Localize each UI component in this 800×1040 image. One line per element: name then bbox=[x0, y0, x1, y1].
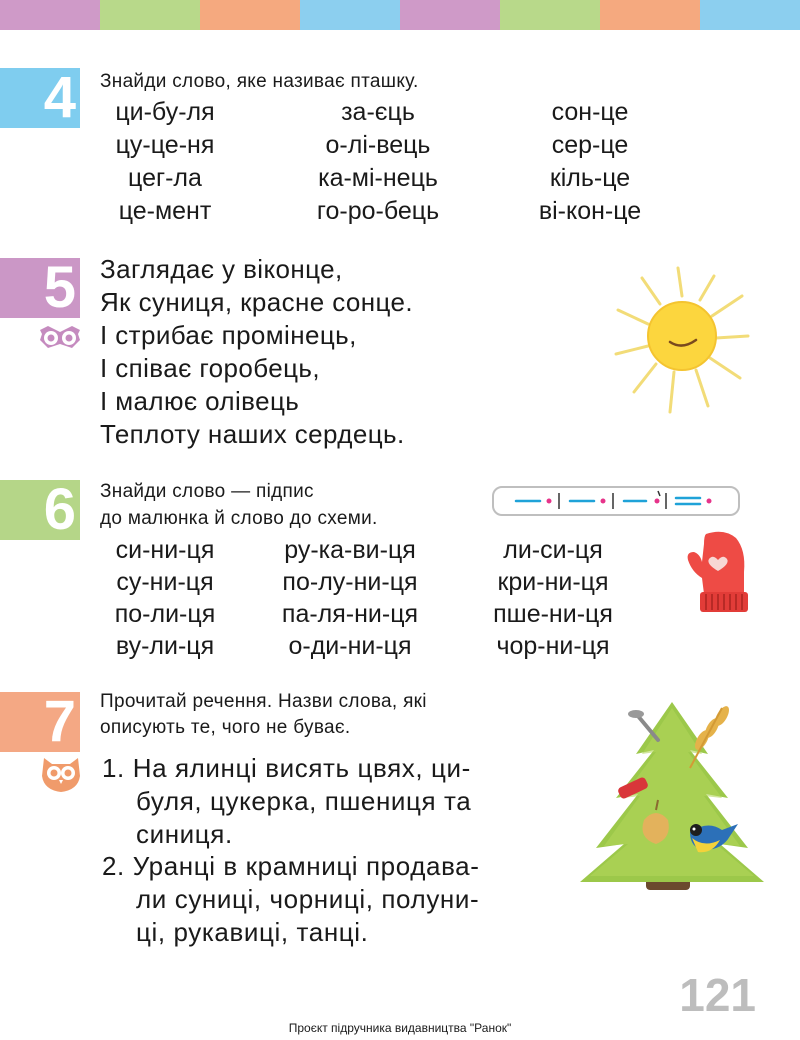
poem-line: І малює олівець bbox=[100, 386, 300, 416]
color-segment bbox=[300, 0, 400, 30]
sentence-2-line: ли суниці, чорниці, полуни- bbox=[136, 884, 480, 914]
word-cell: ві-кон-це bbox=[538, 197, 642, 225]
word-cell: о-лі-вець bbox=[325, 131, 431, 159]
word-cell: ка-мі-нець bbox=[318, 164, 438, 192]
word-cell: за-єць bbox=[341, 98, 415, 126]
word-cell: по-ли-ця bbox=[114, 600, 216, 628]
task-number-7: 7 bbox=[0, 692, 80, 752]
task4-instruction: Знайди слово, яке називає пташку. bbox=[100, 71, 419, 92]
word-cell: кіль-це bbox=[549, 164, 631, 192]
sentence-1-line: буля, цукерка, пшениця та bbox=[136, 786, 472, 816]
task7-instruction-line2: описують те, чого не буває. bbox=[100, 717, 351, 738]
color-segment bbox=[500, 0, 600, 30]
color-segment bbox=[200, 0, 300, 30]
task7-instruction-line1: Прочитай речення. Назви слова, які bbox=[100, 691, 427, 712]
word-cell: чор-ни-ця bbox=[496, 632, 610, 660]
sentence-2-line: 2. Уранці в крамниці продава- bbox=[102, 851, 480, 881]
word-cell: ву-ли-ця bbox=[115, 632, 215, 660]
task-number-5: 5 bbox=[0, 258, 80, 318]
task6-instruction-line1: Знайди слово — підпис bbox=[100, 481, 314, 502]
color-segment bbox=[0, 0, 100, 30]
top-color-bar bbox=[0, 0, 800, 30]
word-cell: ли-си-ця bbox=[503, 536, 603, 564]
poem-line: Теплоту наших сердець. bbox=[100, 419, 405, 449]
sentence-2-line: ці, рукавиці, танці. bbox=[136, 917, 369, 947]
word-cell: це-мент bbox=[118, 197, 212, 225]
word-cell: сон-це bbox=[551, 98, 629, 126]
poem-line: Заглядає у віконце, bbox=[100, 254, 343, 284]
color-segment bbox=[700, 0, 800, 30]
sentence-1-line: 1. На ялинці висять цвях, ци- bbox=[102, 753, 471, 783]
word-cell: по-лу-ни-ця bbox=[282, 568, 418, 596]
word-cell: о-ди-ни-ця bbox=[288, 632, 412, 660]
poem-line: Як суниця, красне сонце. bbox=[100, 287, 414, 317]
word-cell: кри-ни-ця bbox=[497, 568, 609, 596]
color-segment bbox=[600, 0, 700, 30]
word-cell: су-ни-ця bbox=[116, 568, 214, 596]
color-segment bbox=[100, 0, 200, 30]
task-number-6: 6 bbox=[0, 480, 80, 540]
word-cell: сер-це bbox=[551, 131, 629, 159]
poem-line: І співає горобець, bbox=[100, 353, 320, 383]
word-cell: па-ля-ни-ця bbox=[281, 600, 419, 628]
word-cell: си-ни-ця bbox=[115, 536, 215, 564]
sentence-1-line: синиця. bbox=[136, 819, 233, 849]
task6-instruction-line2: до малюнка й слово до схеми. bbox=[100, 508, 378, 529]
word-cell: пше-ни-ця bbox=[493, 600, 613, 628]
footer-note: Проєкт підручника видавництва "Ранок" bbox=[288, 1021, 512, 1035]
page-number: 121 bbox=[679, 969, 756, 1021]
syllable-scheme bbox=[492, 486, 740, 516]
word-cell: го-ро-бець bbox=[316, 197, 440, 225]
color-segment bbox=[400, 0, 500, 30]
word-cell: ци-бу-ля bbox=[115, 98, 215, 126]
task-number-4: 4 bbox=[0, 68, 80, 128]
poem-line: І стрибає промінець, bbox=[100, 320, 357, 350]
word-cell: цу-це-ня bbox=[115, 131, 215, 159]
word-cell: цег-ла bbox=[128, 164, 202, 192]
word-cell: ру-ка-ви-ця bbox=[284, 536, 416, 564]
